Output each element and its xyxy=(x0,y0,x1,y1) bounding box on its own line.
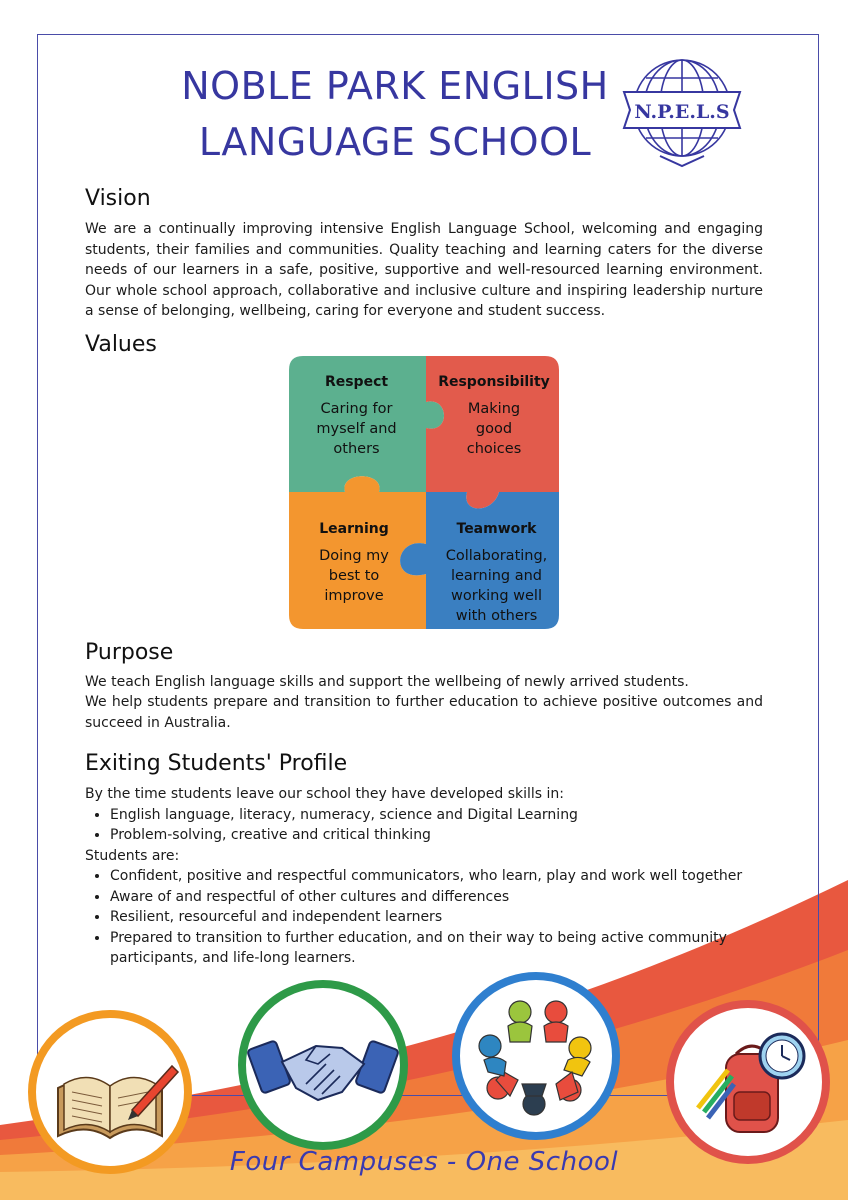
handshake-circle xyxy=(238,980,408,1150)
purpose-line-1: We teach English language skills and support the wellbeing of newly arrived students. xyxy=(85,674,689,690)
vision-heading: Vision xyxy=(85,186,151,211)
list-item: • Confident, positive and respectful communicators, who learn, play and work well together xyxy=(110,866,765,887)
list-item: • Prepared to transition to further education, and on their way to being active community participants, and life-long learners. xyxy=(110,928,765,969)
profile-section xyxy=(85,784,765,969)
title-line-1: NOBLE PARK ENGLISH xyxy=(181,64,609,108)
list-item: • Problem-solving, creative and critical thinking xyxy=(110,825,765,846)
profile-heading: Exiting Students' Profile xyxy=(85,751,348,776)
list-item: • Aware of and respectful of other cultures and differences xyxy=(110,887,765,908)
handshake-icon xyxy=(246,988,400,1142)
school-title xyxy=(150,58,640,170)
value-teamwork: Teamwork Collaborating, learning and working well with others xyxy=(445,521,548,624)
logo-text: N.P.E.L.S xyxy=(634,101,730,123)
list-item: • Resilient, resourceful and independent learners xyxy=(110,907,765,928)
backpack-clock-icon xyxy=(674,1008,822,1156)
title-line-2: LANGUAGE SCHOOL xyxy=(198,120,592,164)
purpose-line-2: We help students prepare and transition to further education to achieve positive outcomes and succeed in Australia. xyxy=(85,694,763,731)
students-are-label: Students are: xyxy=(85,847,180,864)
profile-intro: By the time students leave our school they have developed skills in: xyxy=(85,786,565,802)
backpack-circle xyxy=(666,1000,830,1164)
values-puzzle xyxy=(289,356,559,629)
skills-list xyxy=(85,805,765,846)
value-respect: Respect Caring for myself and others xyxy=(316,374,397,457)
vision-text: We are a continually improving intensive English Language School, welcoming and engaging students, their families and communities. Quality teaching and learning caters for the diverse needs of our learners in a safe, positive, supportive and well-resourced learning environment. Our whole school approach, collaborative and inclusive culture and inspiring leadership nurture a sense of belonging, wellbeing, caring for everyone and student success. xyxy=(85,221,763,319)
values-heading: Values xyxy=(85,332,157,357)
list-item: • English language, literacy, numeracy, science and Digital Learning xyxy=(110,805,765,826)
purpose-heading: Purpose xyxy=(85,640,174,665)
people-circle xyxy=(452,972,620,1140)
value-responsibility: Responsibility Making good choices xyxy=(438,374,550,457)
book-icon xyxy=(36,1018,184,1166)
footer-tagline: Four Campuses - One School xyxy=(229,1147,619,1177)
value-learning: Learning Doing my best to improve xyxy=(319,521,389,604)
globe-logo-icon xyxy=(620,52,744,168)
people-circle-icon xyxy=(460,980,612,1132)
traits-list xyxy=(85,866,765,969)
